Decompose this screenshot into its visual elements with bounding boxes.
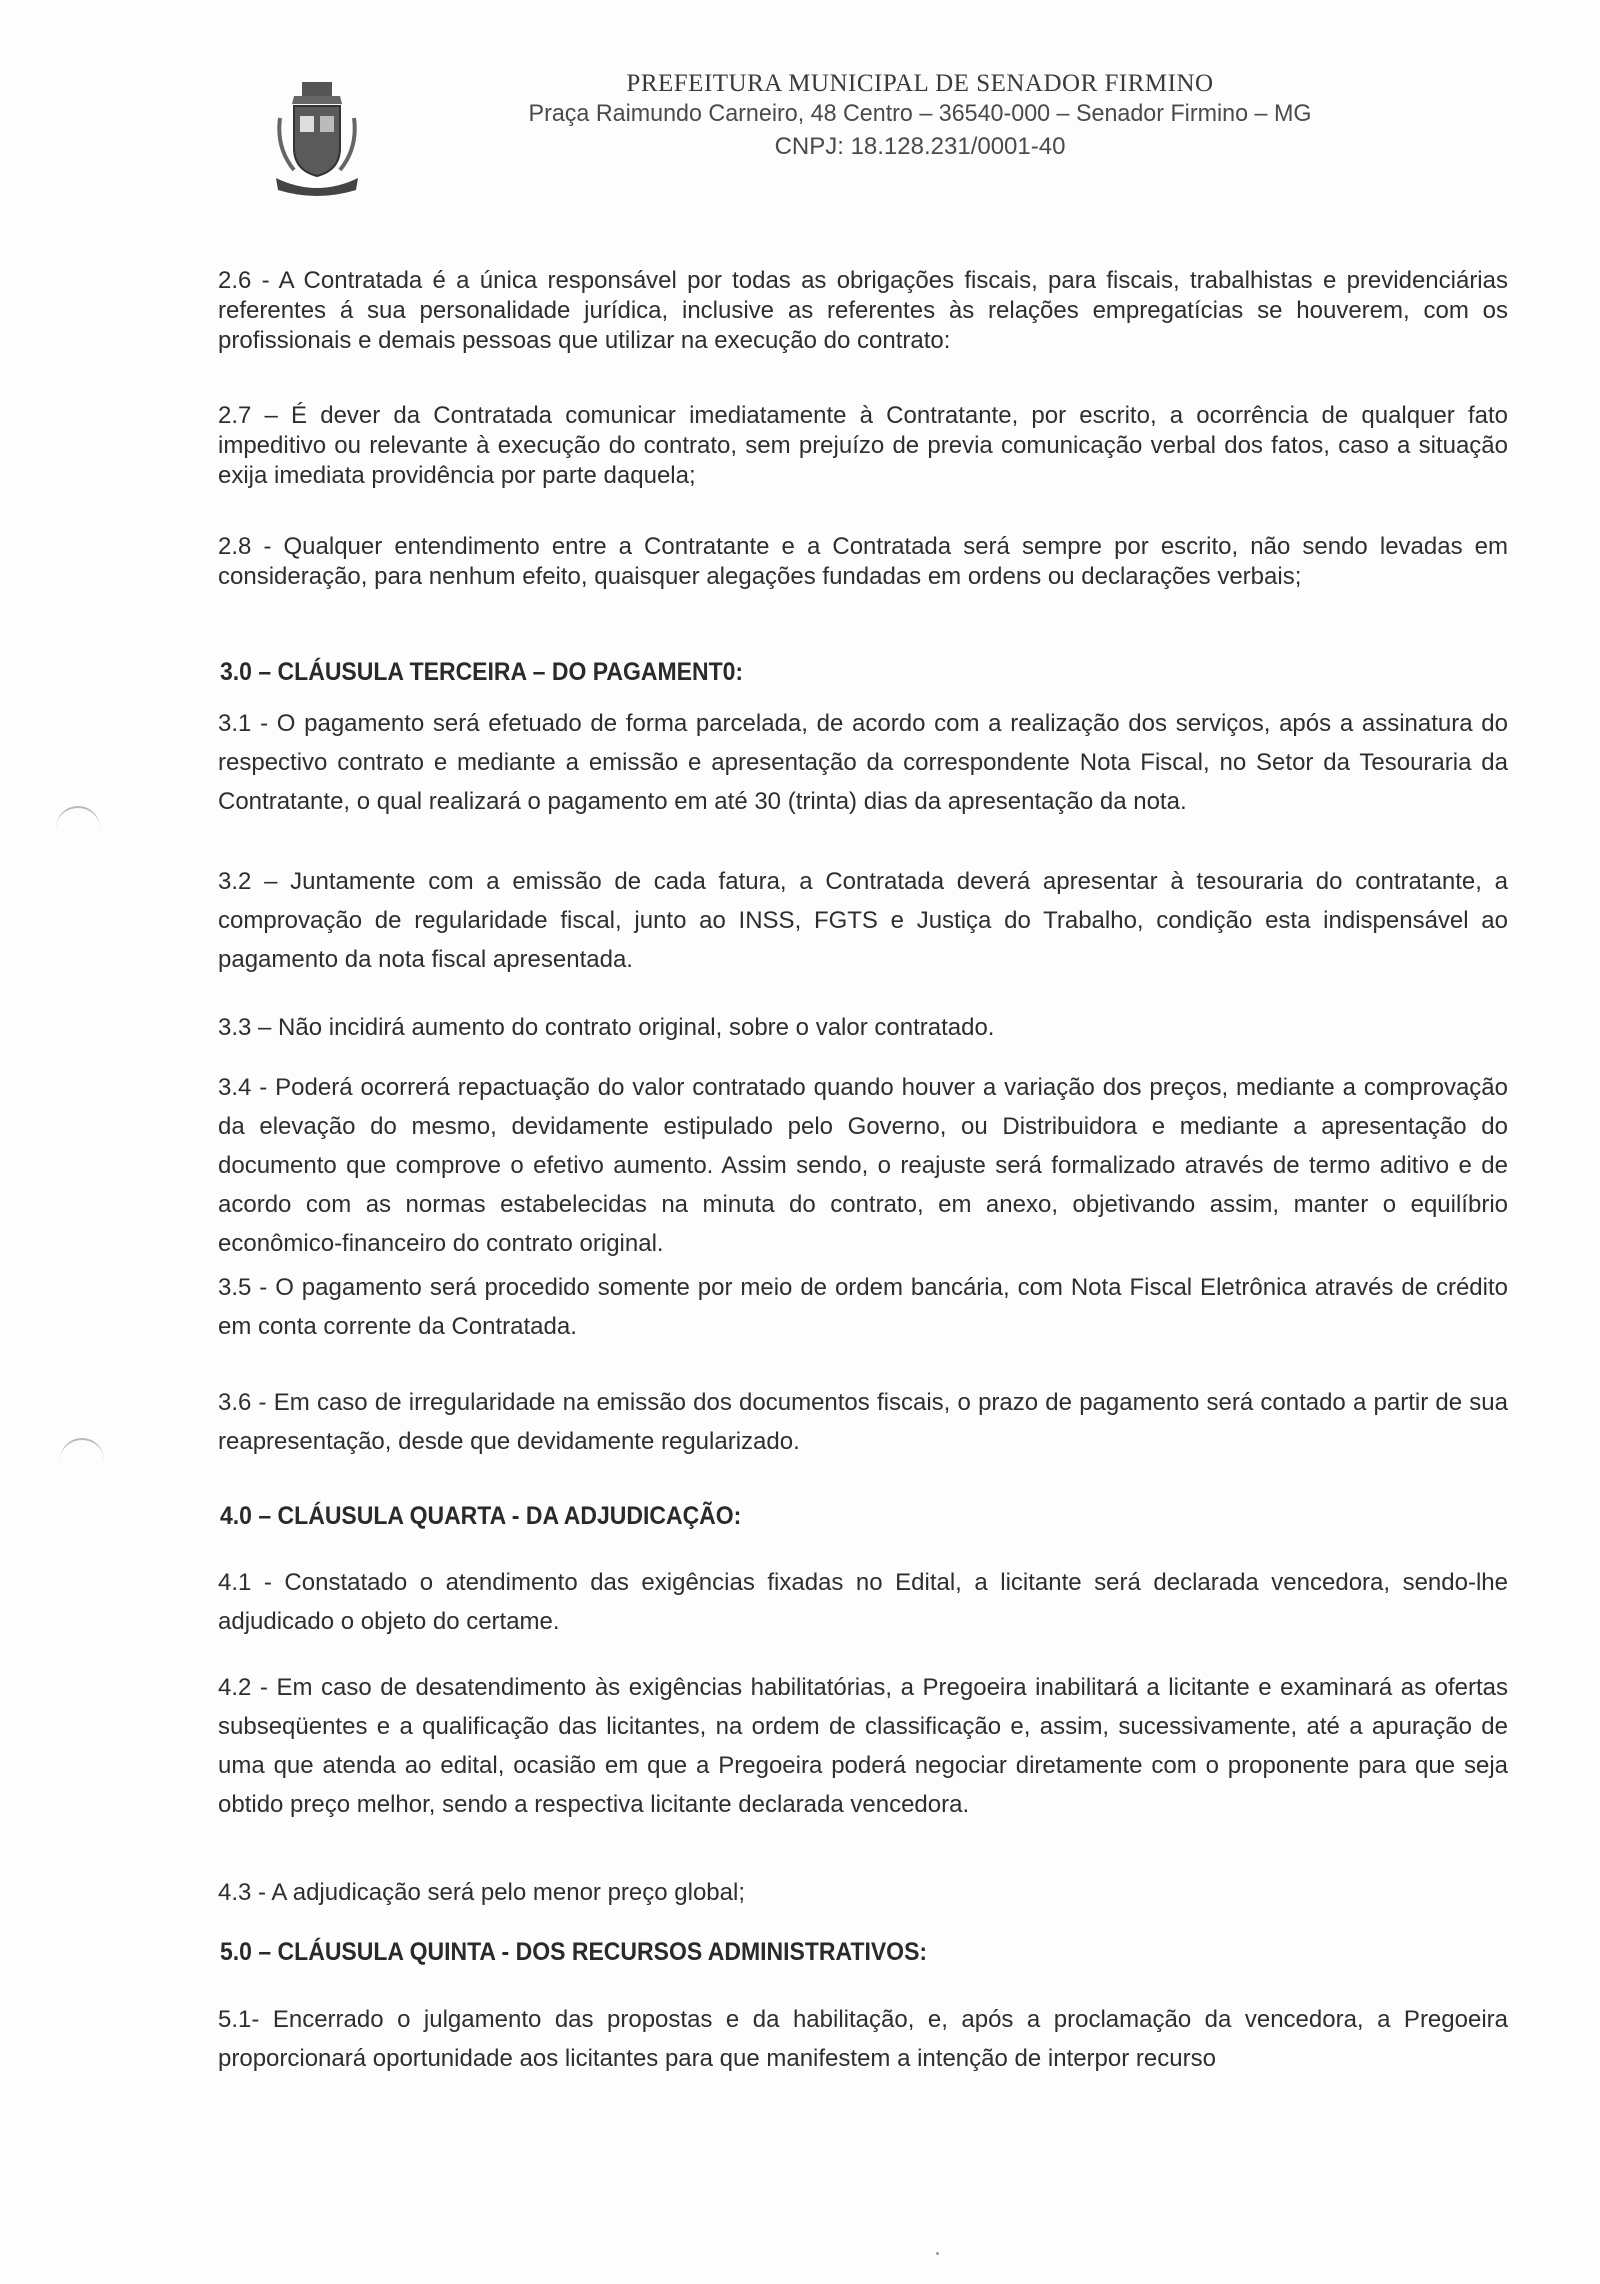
clause-4-3: 4.3 - A adjudicação será pelo menor preço global; — [218, 1879, 746, 1906]
clause-3-2: 3.2 – Juntamente com a emissão de cada fatura, a Contratada deverá apresentar à tesouraria do contratante, a comprovação de regularidade fiscal, junto ao INSS, FGTS e Justiça do Trabalho, condição esta indispensável ao pagamento da nota fiscal apresentada. — [218, 868, 1508, 973]
punch-hole-mark — [60, 1438, 104, 1460]
clause-3-6: 3.6 - Em caso de irregularidade na emissão dos documentos fiscais, o prazo de pagamento será contado a partir de sua reapresentação, desde que devidamente regularizado. — [218, 1389, 1508, 1455]
clause-2-7: 2.7 – É dever da Contratada comunicar imediatamente à Contratante, por escrito, a ocorrência de qualquer fato impeditivo ou relevante à execução do contrato, sem prejuízo de previa comunicação verbal dos fatos, caso a situação exija imediata providência por parte daquela; — [218, 402, 1508, 489]
clause-2-6: 2.6 - A Contratada é a única responsável por todas as obrigações fiscais, para fiscais, trabalhistas e previdenciárias referentes á sua personalidade jurídica, inclusive as referentes às relações empregatícias se houverem, com os profissionais e demais pessoas que utilizar na execução do contrato: — [218, 267, 1508, 354]
punch-hole-mark — [56, 806, 100, 828]
section-heading-3: 3.0 – CLÁUSULA TERCEIRA – DO PAGAMENT0: — [220, 658, 744, 686]
clause-3-5: 3.5 - O pagamento será procedido somente por meio de ordem bancária, com Nota Fiscal Eletrônica através de crédito em conta corrente da Contratada. — [218, 1274, 1508, 1340]
clause-3-3: 3.3 – Não incidirá aumento do contrato original, sobre o valor contratado. — [218, 1014, 995, 1041]
clause-3-4: 3.4 - Poderá ocorrerá repactuação do valor contratado quando houver a variação dos preços, mediante a comprovação da elevação do mesmo, devidamente estipulado pelo Governo, ou Distribuidora e mediante a apresentação do documento que comprove o efetivo aumento. Assim sendo, o reajuste será formalizado através de termo aditivo e de acordo com as normas estabelecidas na minuta do contrato, em anexo, objetivando assim, manter o equilíbrio econômico-financeiro do contrato original. — [218, 1074, 1508, 1257]
clause-3-1: 3.1 - O pagamento será efetuado de forma parcelada, de acordo com a realização dos serviços, após a assinatura do respectivo contrato e mediante a emissão e apresentação da correspondente Nota Fiscal, no Setor da Tesouraria da Contratante, o qual realizará o pagamento em até 30 (trinta) dias da apresentação da nota. — [218, 710, 1508, 815]
section-heading-5: 5.0 – CLÁUSULA QUINTA - DOS RECURSOS ADMINISTRATIVOS: — [220, 1938, 928, 1966]
coat-of-arms-icon — [272, 78, 362, 200]
scan-speck — [936, 2252, 939, 2255]
clause-4-2: 4.2 - Em caso de desatendimento às exigências habilitatórias, a Pregoeira inabilitará a licitante e examinará as ofertas subseqüentes e a qualificação das licitantes, na ordem de classificação e, assim, sucessivamente, até a apuração de uma que atenda ao edital, ocasião em que a Pregoeira poderá negociar diretamente com o proponente para que seja obtido preço melhor, sendo a respectiva licitante declarada vencedora. — [218, 1674, 1508, 1818]
clause-2-8: 2.8 - Qualquer entendimento entre a Contratante e a Contratada será sempre por escrito, não sendo levadas em consideração, para nenhum efeito, quaisquer alegações fundadas em ordens ou declarações verbais; — [218, 533, 1508, 590]
clause-4-1: 4.1 - Constatado o atendimento das exigências fixadas no Edital, a licitante será declarada vencedora, sendo-lhe adjudicado o objeto do certame. — [218, 1569, 1508, 1635]
municipality-title: PREFEITURA MUNICIPAL DE SENADOR FIRMINO — [626, 70, 1214, 97]
clause-5-1: 5.1- Encerrado o julgamento das propostas e da habilitação, e, após a proclamação da vencedora, a Pregoeira proporcionará oportunidade aos licitantes para que manifestem a intenção de interpor recurso — [218, 2006, 1508, 2072]
section-heading-4: 4.0 – CLÁUSULA QUARTA - DA ADJUDICAÇÃO: — [220, 1502, 742, 1530]
municipality-cnpj: CNPJ: 18.128.231/0001-40 — [774, 133, 1066, 160]
municipality-address: Praça Raimundo Carneiro, 48 Centro – 36540-000 – Senador Firmino – MG — [528, 100, 1312, 127]
